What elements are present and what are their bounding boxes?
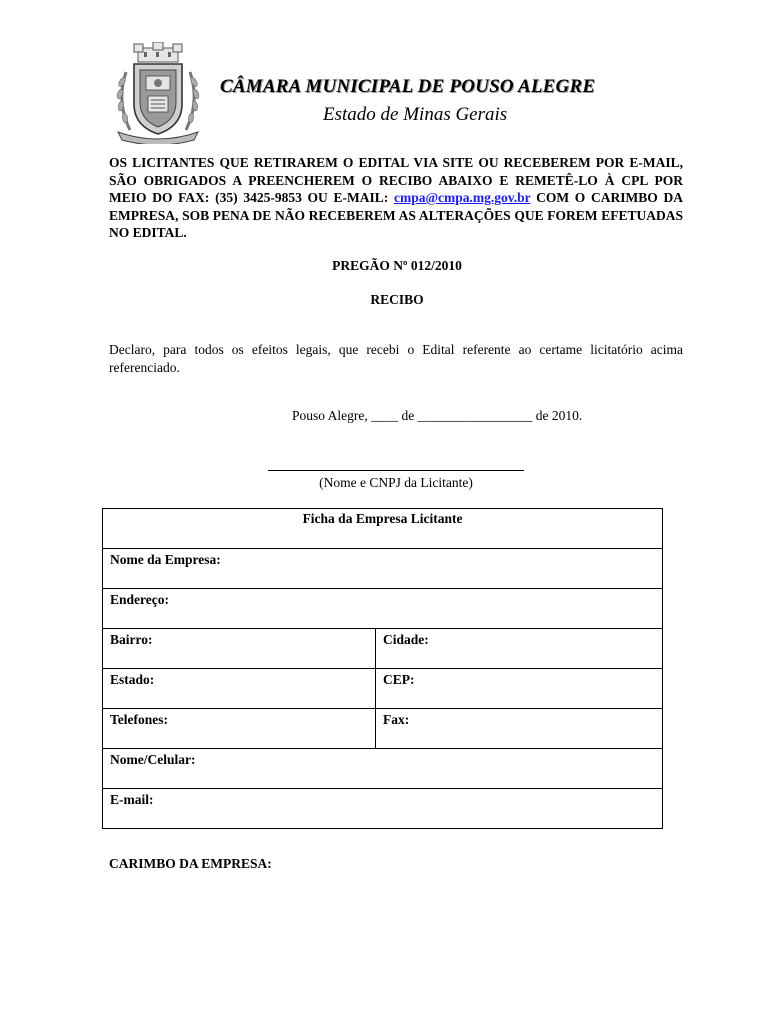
form-title: Ficha da Empresa Licitante	[103, 509, 663, 549]
signature-line	[268, 470, 524, 471]
field-cidade[interactable]: Cidade:	[376, 629, 663, 669]
institution-title: CÂMARA MUNICIPAL DE POUSO ALEGRE	[220, 76, 596, 97]
field-nome-celular[interactable]: Nome/Celular:	[103, 749, 663, 789]
institution-subtitle: Estado de Minas Gerais	[323, 104, 508, 125]
field-nome-empresa[interactable]: Nome da Empresa:	[103, 549, 663, 589]
field-endereco[interactable]: Endereço:	[103, 589, 663, 629]
company-stamp-label: CARIMBO DA EMPRESA:	[109, 856, 272, 871]
field-estado[interactable]: Estado:	[103, 669, 376, 709]
field-telefones[interactable]: Telefones:	[103, 709, 376, 749]
email-link[interactable]: cmpa@cmpa.mg.gov.br	[393, 190, 531, 205]
field-fax[interactable]: Fax:	[376, 709, 663, 749]
field-email[interactable]: E-mail:	[103, 789, 663, 829]
notice-paragraph	[109, 154, 683, 242]
company-form-table	[102, 508, 663, 829]
field-bairro[interactable]: Bairro:	[103, 629, 376, 669]
signature-label: (Nome e CNPJ da Licitante)	[319, 475, 473, 490]
notice-text-after: COM O CARIMBO DA EMPRESA, SOB PENA DE NÃO RECEBEREM AS ALTERAÇÕES QUE FOREM EFETUADAS NO EDITAL.	[109, 190, 683, 240]
notice-text-before: OS LICITANTES QUE RETIRAREM O EDITAL VIA SITE OU RECEBEREM POR E-MAIL, SÃO OBRIGADOS A PREENCHEREM O RECIBO ABAIXO E REMETÊ-LO À CPL POR MEIO DO FAX: (35) 3425-9853 OU E-MAIL:	[109, 155, 683, 205]
field-cep[interactable]: CEP:	[376, 669, 663, 709]
municipal-coat-of-arms-icon	[108, 42, 208, 144]
declaration-paragraph: Declaro, para todos os efeitos legais, que recebi o Edital referente ao certame licitatório acima referenciado.	[109, 342, 683, 375]
place-date-line: Pouso Alegre, ____ de _________________ de 2010.	[292, 408, 583, 423]
recibo-heading: RECIBO	[370, 292, 424, 307]
pregao-number: PREGÃO Nº 012/2010	[332, 258, 462, 273]
